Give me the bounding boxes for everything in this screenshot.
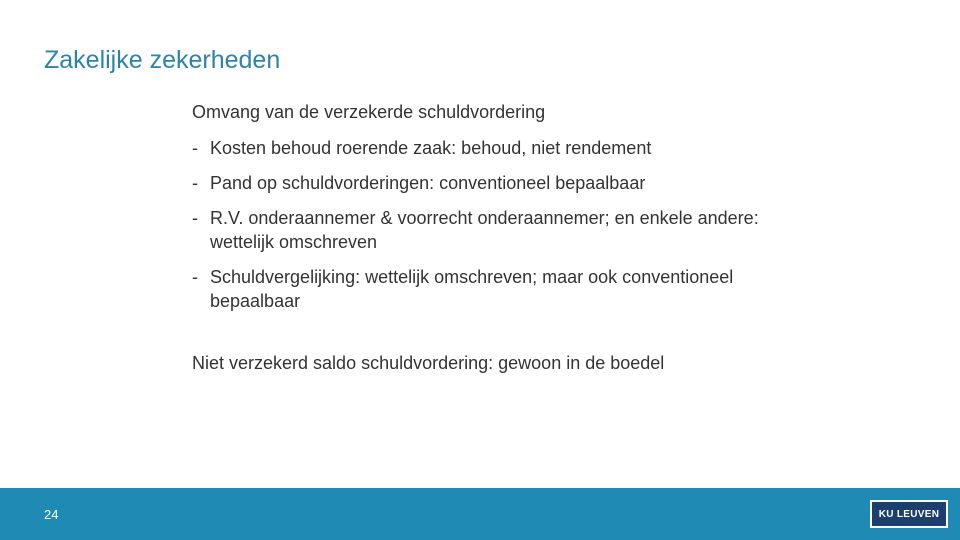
closing-statement: Niet verzekerd saldo schuldvordering: gewoon in de boedel [192, 353, 665, 373]
slide-title: Zakelijke zekerheden [44, 46, 281, 74]
bullet-item: - Kosten behoud roerende zaak: behoud, niet rendement [192, 136, 812, 160]
bullet-item: - Schuldvergelijking: wettelijk omschreven; maar ook conventioneel bepaalbaar [192, 265, 812, 313]
logo-text: KU LEUVEN [872, 502, 946, 526]
ku-leuven-logo [870, 500, 948, 528]
section-heading: Omvang van de verzekerde schuldvordering [192, 102, 546, 122]
bullet-item: - R.V. onderaannemer & voorrecht onderaannemer; en enkele andere: wettelijk omschreven [192, 206, 812, 254]
footer-bar [0, 488, 960, 540]
bullet-list [192, 136, 812, 313]
slide-content [192, 100, 812, 324]
page-number: 24 [44, 507, 59, 522]
bullet-item: - Pand op schuldvorderingen: conventioneel bepaalbaar [192, 171, 812, 195]
